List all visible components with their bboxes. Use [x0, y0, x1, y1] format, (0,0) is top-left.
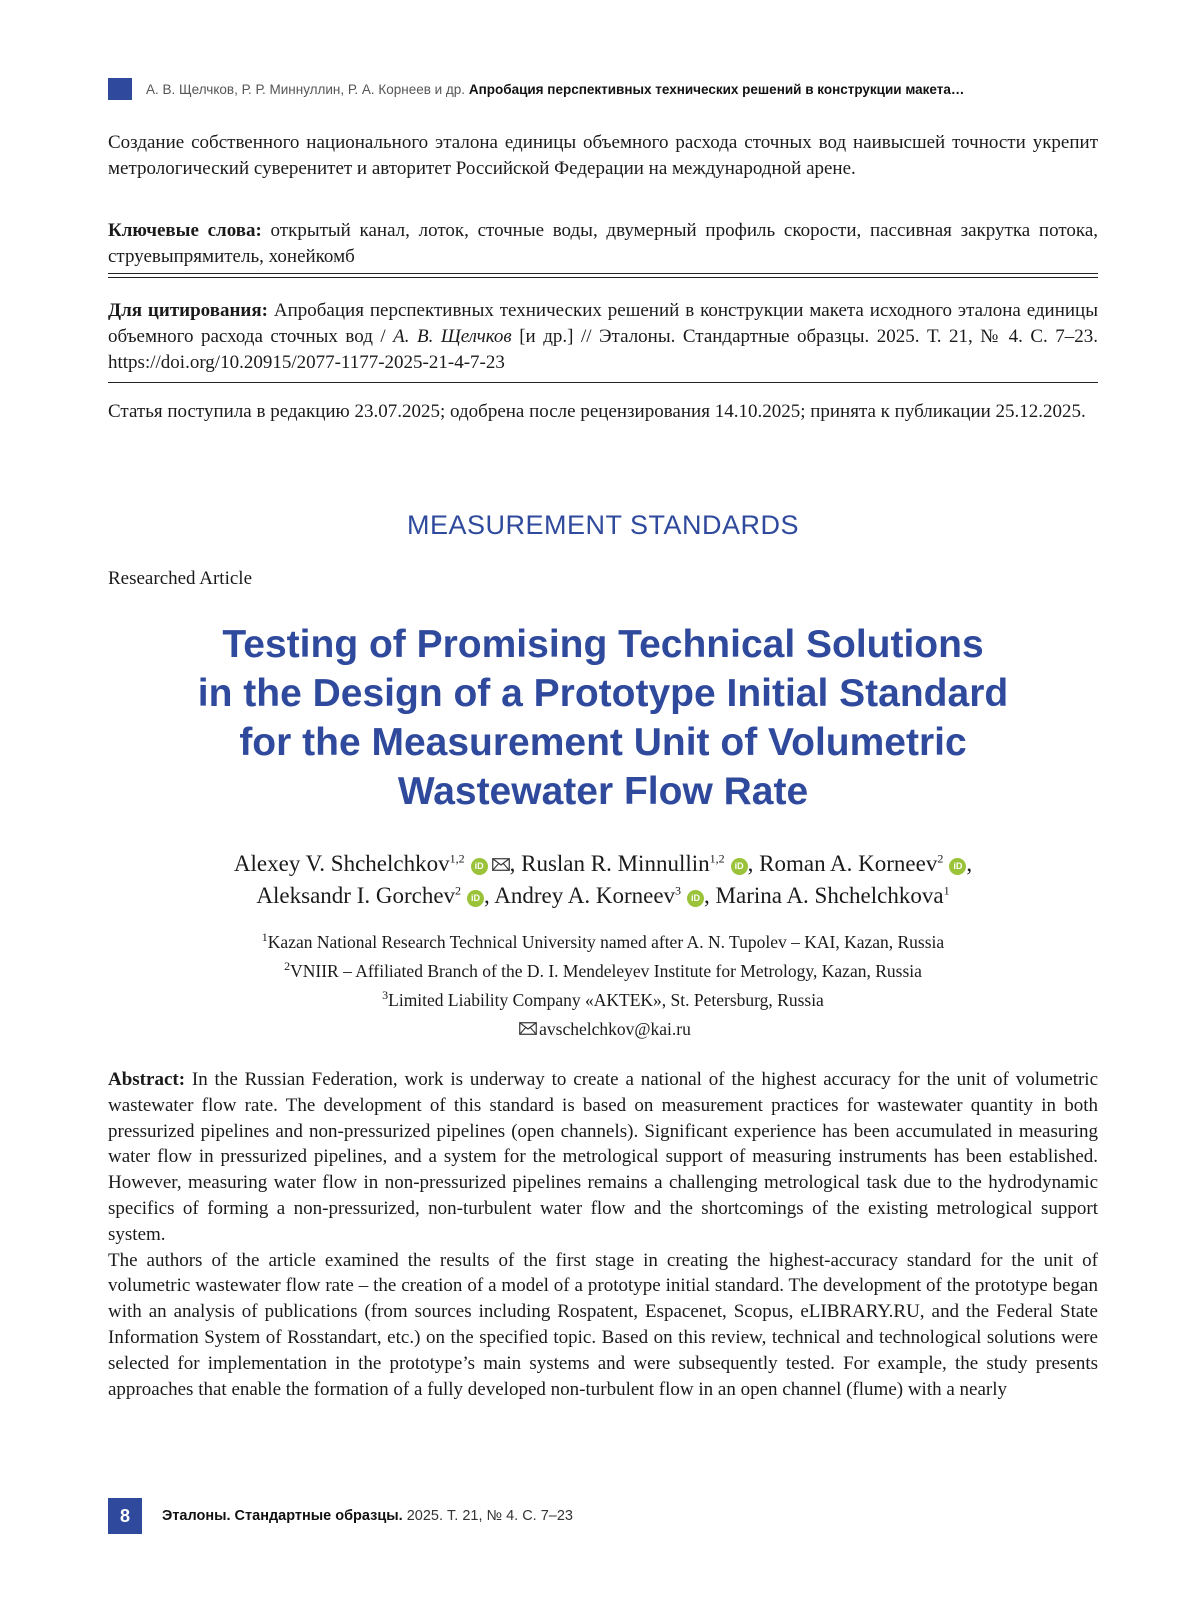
orcid-icon[interactable]: iD	[471, 858, 488, 875]
section-heading: MEASUREMENT STANDARDS	[406, 510, 800, 540]
received-dates: Статья поступила в редакцию 23.07.2025; одобрена после рецензирования 14.10.2025; принята к публикации 25.12.2025.	[108, 401, 1086, 422]
author-name: Aleksandr I. Gorchev	[256, 883, 456, 908]
journal-name: Эталоны. Стандартные образцы.	[162, 1508, 403, 1524]
header-square-marker	[108, 78, 132, 100]
keywords-text: открытый канал, лоток, сточные воды, двумерный профиль скорости, пассивная закрутка потока, струевыпрямитель, хонейкомб	[108, 220, 1098, 267]
affiliation-number: 1	[261, 930, 268, 945]
title-line: in the Design of a Prototype Initial Standard	[197, 672, 1009, 715]
page-footer	[108, 1498, 573, 1534]
journal-info	[162, 1508, 573, 1524]
divider-single	[108, 382, 1098, 383]
abstract-text: In the Russian Federation, work is underway to create a national of the highest accuracy for the unit of volumetric wastewater flow rate. The development of this standard is based on measurement practices for wastewater quantity in both pressurized pipelines and non-pressurized pipelines (open channels). Significant experience has been accumulated in measuring water flow in pressurized pipelines, and a system for the metrological support of measuring instruments has been established. However, measuring water flow in non-pressurized pipelines remains a challenging metrological task due to the hydrodynamic specifics of forming a non-pressurized, non-turbulent water flow and the shortcomings of the existing metrological support system.	[108, 1069, 1099, 1245]
author-name: Ruslan R. Minnullin	[521, 851, 710, 876]
keywords-label: Ключевые слова:	[108, 220, 262, 241]
journal-issue: 2025. Т. 21, № 4. С. 7–23	[406, 1508, 573, 1524]
orcid-icon[interactable]: iD	[731, 858, 748, 875]
author-affiliation: 1,2	[449, 851, 465, 866]
citation-label: Для цитирования:	[108, 300, 268, 321]
affiliation-text: Kazan National Research Technical University named after A. N. Tupolev – KAI, Kazan, Russia	[267, 932, 945, 952]
citation-author: А. В. Щелчков	[393, 326, 512, 347]
author-name: Andrey A. Korneev	[494, 883, 676, 908]
author-affiliation: 3	[675, 883, 682, 898]
affiliation-number: 2	[284, 959, 291, 974]
author-affiliation: 2	[455, 883, 462, 898]
affiliation-text: Limited Liability Company «AKTEK», St. Petersburg, Russia	[388, 990, 824, 1010]
affiliation-number: 3	[382, 988, 389, 1003]
orcid-icon[interactable]: iD	[467, 890, 484, 907]
author-affiliation: 1,2	[709, 851, 725, 866]
orcid-icon[interactable]: iD	[687, 890, 704, 907]
email-line	[108, 1015, 1098, 1044]
affiliation-item	[108, 986, 1098, 1015]
title-line: for the Measurement Unit of Volumetric	[239, 721, 967, 764]
page-number: 8	[108, 1498, 142, 1534]
divider-double	[108, 273, 1098, 278]
mail-icon[interactable]	[492, 858, 510, 871]
orcid-icon[interactable]: iD	[949, 858, 966, 875]
author-line: Alexey V. Shchelchkov$^{1,2}$iD , Ruslan R. Minnullin$^{1,2}$iD , Roman A. Korneev$^2$iD ,	[233, 851, 973, 876]
intro-paragraph: Создание собственного национального эталона единицы объемного расхода сточных вод наивысшей точности укрепит метрологический суверенитет и авторитет Российской Федерации на международной арене.	[108, 132, 1098, 179]
author-name: Roman A. Korneev	[759, 851, 938, 876]
keywords-ru	[108, 218, 1098, 270]
citation-text: Апробация перспективных технических решений в конструкции макета исходного эталона единицы объемного расхода сточных вод /	[108, 300, 1098, 347]
mail-icon	[519, 1022, 537, 1035]
affiliations	[108, 928, 1098, 1044]
author-name: Alexey V. Shchelchkov	[233, 851, 450, 876]
author-list	[108, 848, 1098, 912]
affiliation-text: VNIIR – Affiliated Branch of the D. I. Mendeleyev Institute for Metrology, Kazan, Russia	[290, 961, 922, 981]
email-link[interactable]: avschelchkov@kai.ru	[539, 1019, 691, 1039]
affiliation-item	[108, 928, 1098, 957]
running-header-title: Апробация перспективных технических решений в конструкции макета…	[468, 81, 965, 97]
running-header-authors: А. В. Щелчков, Р. Р. Миннуллин, Р. А. Корнеев и др.	[146, 81, 466, 97]
abstract-paragraph	[108, 1067, 1098, 1248]
title-line: Testing of Promising Technical Solutions	[222, 623, 984, 666]
author-affiliation: 1	[943, 883, 950, 898]
article-title	[108, 620, 1098, 816]
running-header-text	[146, 82, 964, 97]
citation-block	[108, 298, 1098, 376]
article-type: Researched Article	[108, 568, 253, 589]
author-line: Aleksandr I. Gorchev$^2$iD , Andrey A. Korneev$^3$iD , Marina A. Shchelchkova$^1$	[256, 883, 950, 908]
author-name: Marina A. Shchelchkova	[715, 883, 944, 908]
abstract-label: Abstract:	[108, 1069, 186, 1090]
title-line: Wastewater Flow Rate	[397, 770, 809, 813]
running-header	[108, 78, 1098, 100]
abstract	[108, 1067, 1098, 1402]
citation-doi-text: [и др.] // Эталоны. Стандартные образцы. 2025. Т. 21, № 4. С. 7–23. https://doi.org/10.20915/2077-1177-2025-21-4-7-23	[108, 326, 1099, 373]
affiliation-item	[108, 957, 1098, 986]
author-affiliation: 2	[937, 851, 944, 866]
abstract-paragraph: The authors of the article examined the results of the first stage in creating the highest-accuracy standard for the unit of volumetric wastewater flow rate – the creation of a model of a prototype initial standard. The development of the prototype began with an analysis of publications (from sources including Rospatent, Espacenet, Scopus, eLIBRARY.RU, and the Federal State Information System of Rosstandart, etc.) on the specified topic. Based on this review, technical and technological solutions were selected for implementation in the prototype’s main systems and were subsequently tested. For example, the study presents approaches that enable the formation of a fully developed non-turbulent flow in an open channel (flume) with a nearly	[108, 1249, 1098, 1400]
